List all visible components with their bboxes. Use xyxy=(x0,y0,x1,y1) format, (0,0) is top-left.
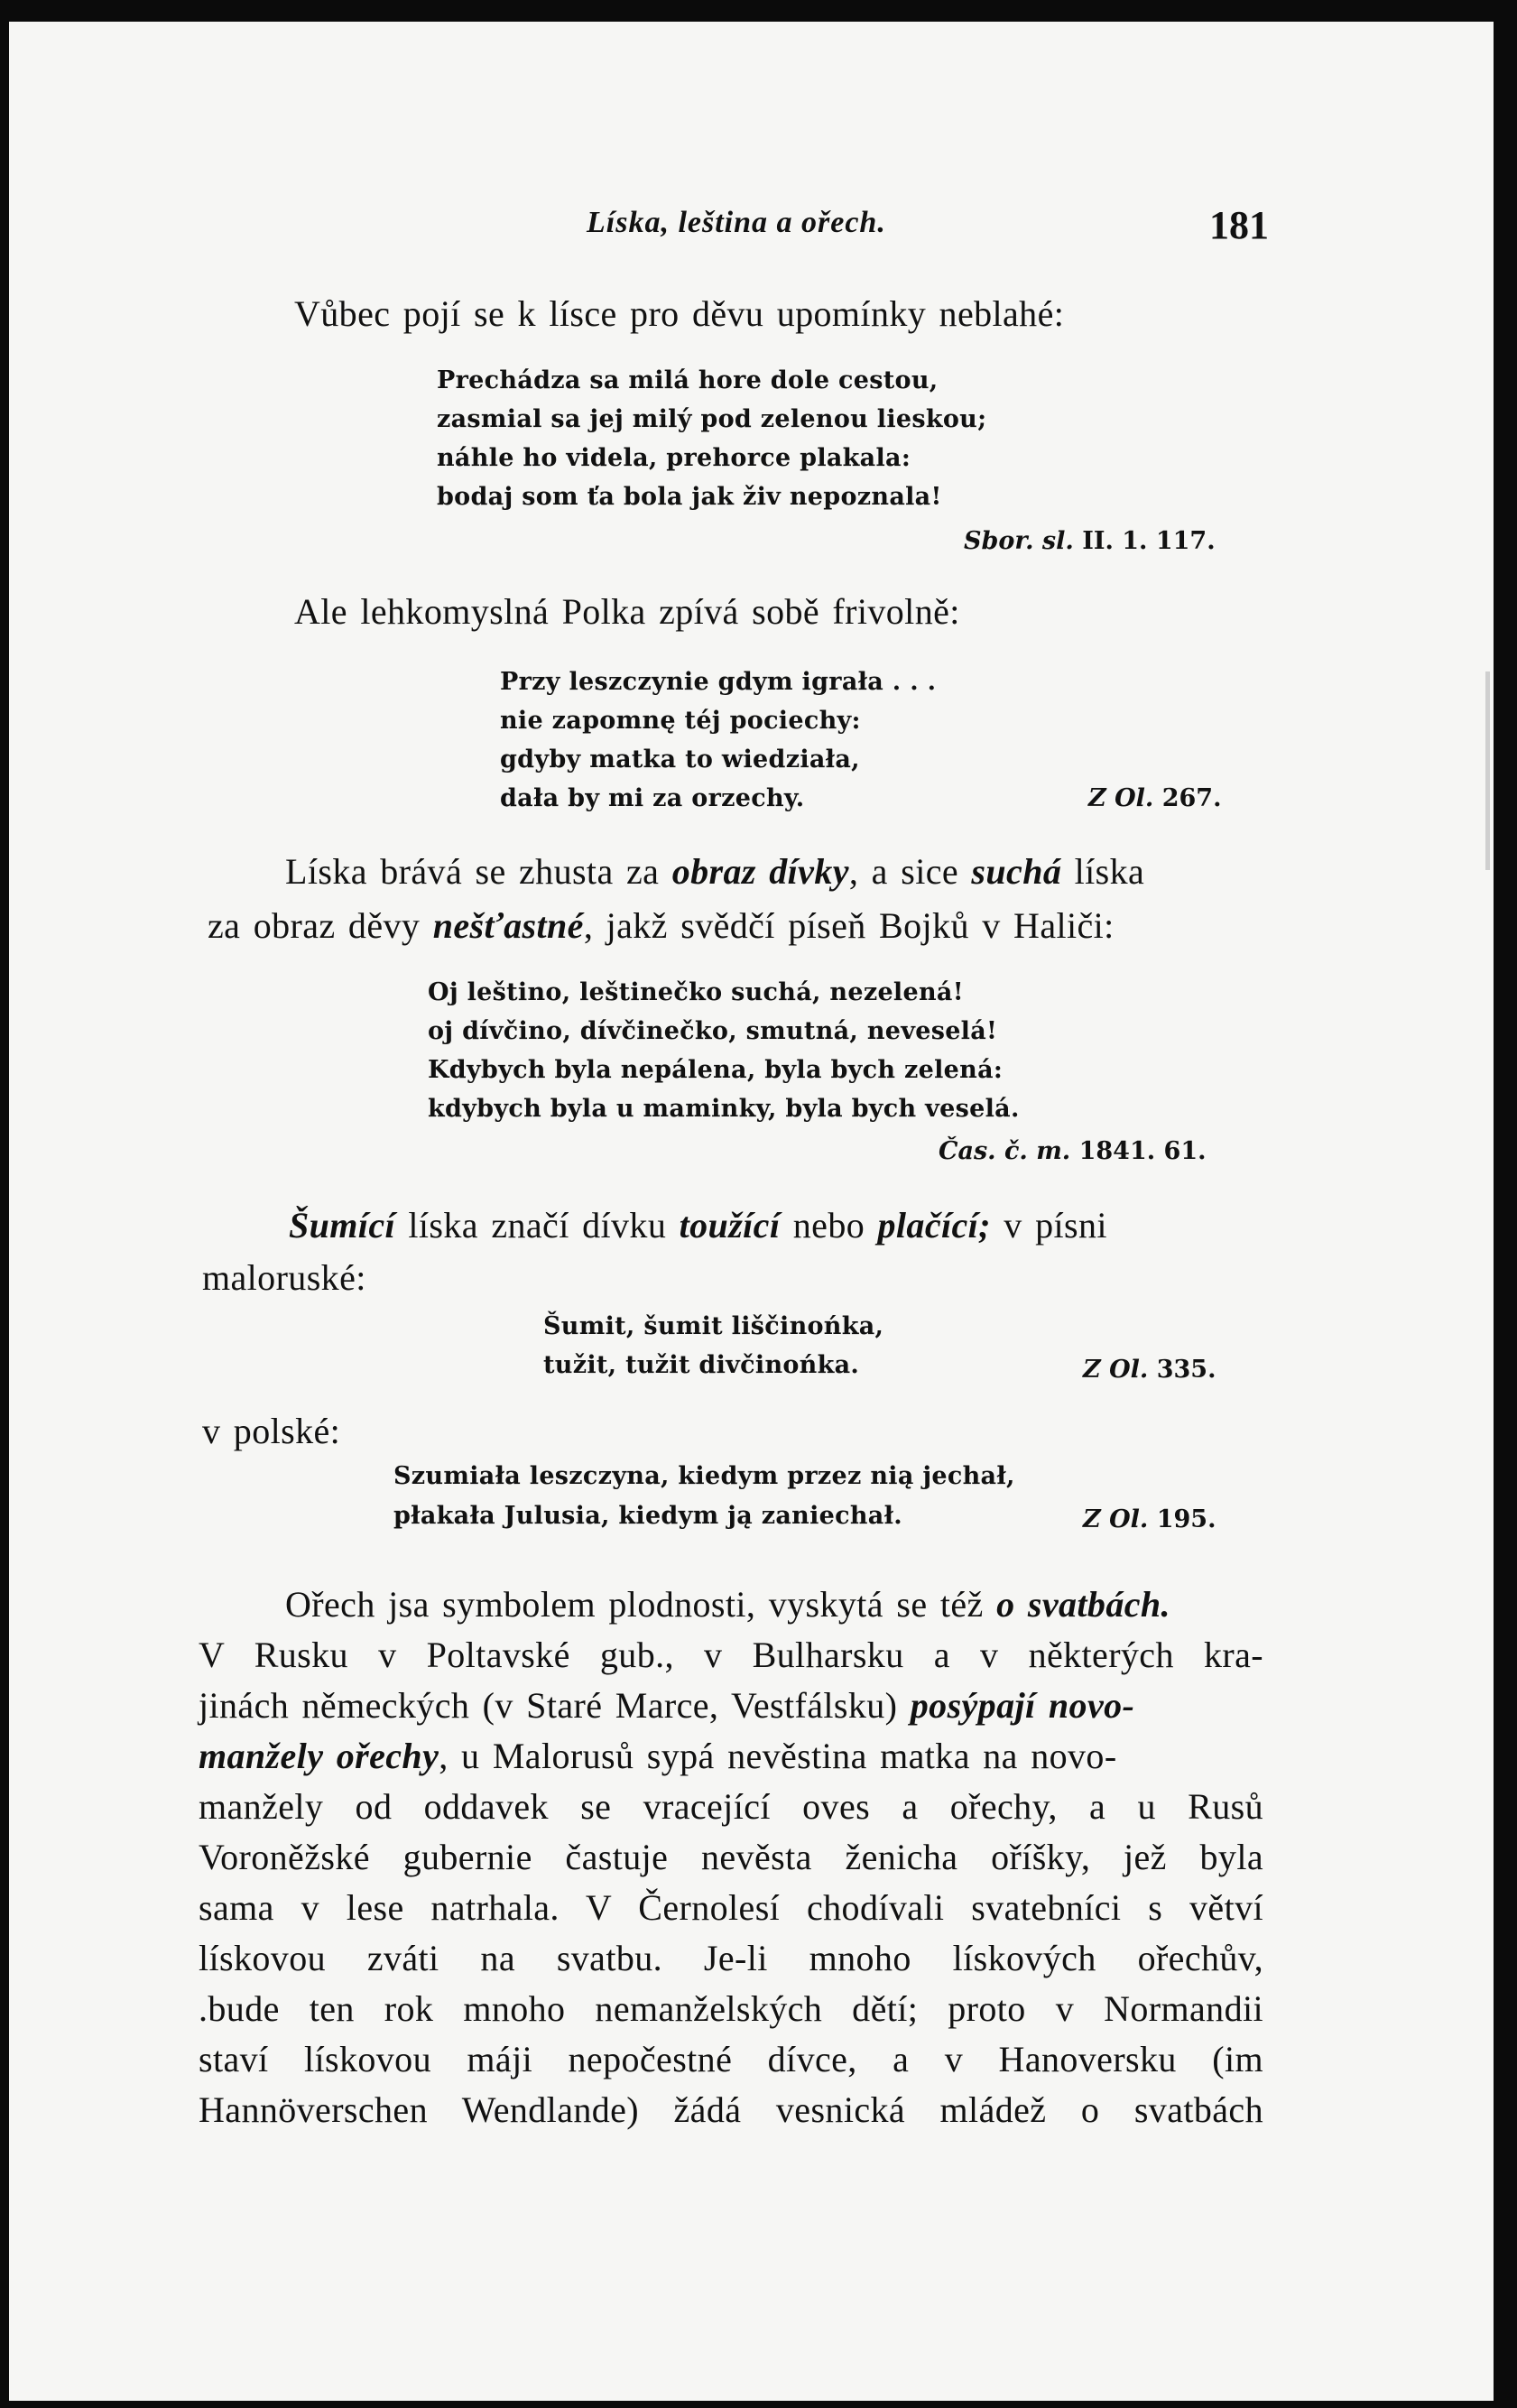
block3-source-ref: 1841. 61. xyxy=(1078,1137,1207,1165)
block2-source xyxy=(1088,784,1221,812)
book-page xyxy=(9,22,1494,2401)
block3-line2 xyxy=(208,904,1115,947)
para-line-4 xyxy=(199,1735,1117,1777)
para-line-10: staví lískovou máji nepočestné dívce, a v Hanoversku (im xyxy=(199,2039,1263,2079)
block3-line2-emph: nešťastné xyxy=(432,905,584,946)
block4-line1-emph-3: plačící; xyxy=(877,1205,991,1246)
para-line-11: Hannöverschen Wendlande) žádá vesnická mládež o svatbách xyxy=(199,2089,1263,2130)
block4-verse-2: tužit, tužit divčinońka. xyxy=(543,1351,860,1379)
para-line-1-a: Ořech jsa symbolem plodnosti, vyskytá se též xyxy=(285,1584,997,1625)
block3-verse-3: Kdybych byla nepálena, byla bych zelená: xyxy=(428,1056,1004,1084)
block1-verse-3: náhle ho videla, prehorce plakala: xyxy=(437,444,911,472)
block3-line1-e: líska xyxy=(1061,851,1145,892)
block2-verse-3: gdyby matka to wiedziała, xyxy=(500,746,860,773)
para-line-3-a: jinách německých (v Staré Marce, Vestfálsku) xyxy=(199,1685,911,1726)
para-line-4-b: , u Malorusů sypá nevěstina matka na novo- xyxy=(439,1736,1117,1776)
block3-source-abbr: Čas. č. m. xyxy=(939,1137,1071,1165)
para-line-8: lískovou zváti na svatbu. Je-li mnoho lískových ořechův, xyxy=(199,1938,1263,1978)
block3-line1 xyxy=(285,850,1144,893)
block5-source xyxy=(1083,1505,1216,1533)
block4-line2: maloruské: xyxy=(202,1257,366,1298)
para-line-2: V Rusku v Poltavské gub., v Bulharsku a v některých kra- xyxy=(199,1635,1263,1675)
block2-source-abbr: Z Ol. xyxy=(1088,784,1154,812)
block1-source xyxy=(964,527,1216,555)
block1-verse-1: Prechádza sa milá hore dole cestou, xyxy=(437,366,939,394)
page-number: 181 xyxy=(1209,203,1269,247)
para-line-5: manžely od oddavek se vracející oves a ořechy, a u Rusů xyxy=(199,1786,1263,1827)
block1-source-abbr: Sbor. sl. xyxy=(964,527,1074,555)
block4-line1-d: nebo xyxy=(780,1205,878,1246)
page-edge-strip xyxy=(1485,671,1490,870)
block4-verse-1: Šumit, šumit liščinońka, xyxy=(543,1312,884,1340)
block1-verse-2: zasmial sa jej milý pod zelenou lieskou; xyxy=(437,405,987,433)
block4-line1-f: v písni xyxy=(990,1205,1107,1246)
block1-verse-4: bodaj som ťa bola jak živ nepoznala! xyxy=(437,483,942,511)
para-line-9: .bude ten rok mnoho nemanželských dětí; proto v Normandii xyxy=(199,1988,1263,2029)
block4-source-ref: 335. xyxy=(1156,1356,1216,1384)
para-line-3 xyxy=(199,1684,1134,1727)
block5-verse-1: Szumiała leszczyna, kiedym przez nią jechał, xyxy=(393,1462,1015,1490)
block2-verse-1: Przy leszczynie gdym igrała . . . xyxy=(500,668,937,696)
block3-line2-c: , jakž svědčí píseň Bojků v Haliči: xyxy=(583,905,1115,946)
block3-verse-2: oj dívčino, dívčinečko, smutná, neveselá! xyxy=(428,1017,998,1045)
block4-line1-b: líska značí dívku xyxy=(395,1205,680,1246)
para-line-1 xyxy=(285,1583,1170,1625)
block5-source-ref: 195. xyxy=(1156,1505,1216,1533)
block4-source-abbr: Z Ol. xyxy=(1083,1356,1149,1384)
para-line-3-emph: posýpají novo- xyxy=(910,1685,1135,1726)
para-line-7: sama v lese natrhala. V Černolesí chodívali svatebníci s větví xyxy=(199,1887,1263,1928)
block5-verse-2: płakała Julusia, kiedym ją zaniechał. xyxy=(393,1502,902,1530)
block3-verse-4: kdybych byla u maminky, byla bych veselá. xyxy=(428,1095,1020,1123)
block2-verse-4: dała by mi za orzechy. xyxy=(500,784,805,812)
block5-source-abbr: Z Ol. xyxy=(1083,1505,1149,1533)
block3-line2-a: za obraz děvy xyxy=(208,905,433,946)
block4-line1-emph-2: toužící xyxy=(679,1205,781,1246)
block3-source xyxy=(939,1137,1207,1165)
para-line-6: Voroněžské gubernie častuje nevěsta ženicha oříšky, jež byla xyxy=(199,1837,1263,1877)
block3-verse-1: Oj leštino, leštinečko suchá, nezelená! xyxy=(428,978,964,1006)
block4-line1-emph-1: Šumící xyxy=(289,1205,395,1246)
block5-intro: v polské: xyxy=(202,1411,341,1451)
block2-intro: Ale lehkomyslná Polka zpívá sobě frivolně: xyxy=(294,591,960,632)
block1-source-ref: II. 1. 117. xyxy=(1082,527,1216,555)
block3-line1-emph-2: suchá xyxy=(971,851,1062,892)
para-line-1-emph: o svatbách. xyxy=(996,1584,1170,1625)
block4-source xyxy=(1083,1356,1216,1384)
page-header xyxy=(9,202,1494,256)
block4-line1 xyxy=(289,1204,1107,1246)
block1-intro: Vůbec pojí se k lísce pro děvu upomínky neblahé: xyxy=(294,293,1065,334)
running-head: Líska, leština a ořech. xyxy=(587,206,886,239)
block3-line1-a: Líska brává se zhusta za xyxy=(285,851,672,892)
block2-source-ref: 267. xyxy=(1161,784,1222,812)
block2-verse-2: nie zapomnę téj pociechy: xyxy=(500,707,861,735)
para-line-4-emph: manžely ořechy xyxy=(199,1736,439,1776)
block3-line1-c: , a sice xyxy=(848,851,972,892)
block3-line1-emph-1: obraz dívky xyxy=(671,851,849,892)
